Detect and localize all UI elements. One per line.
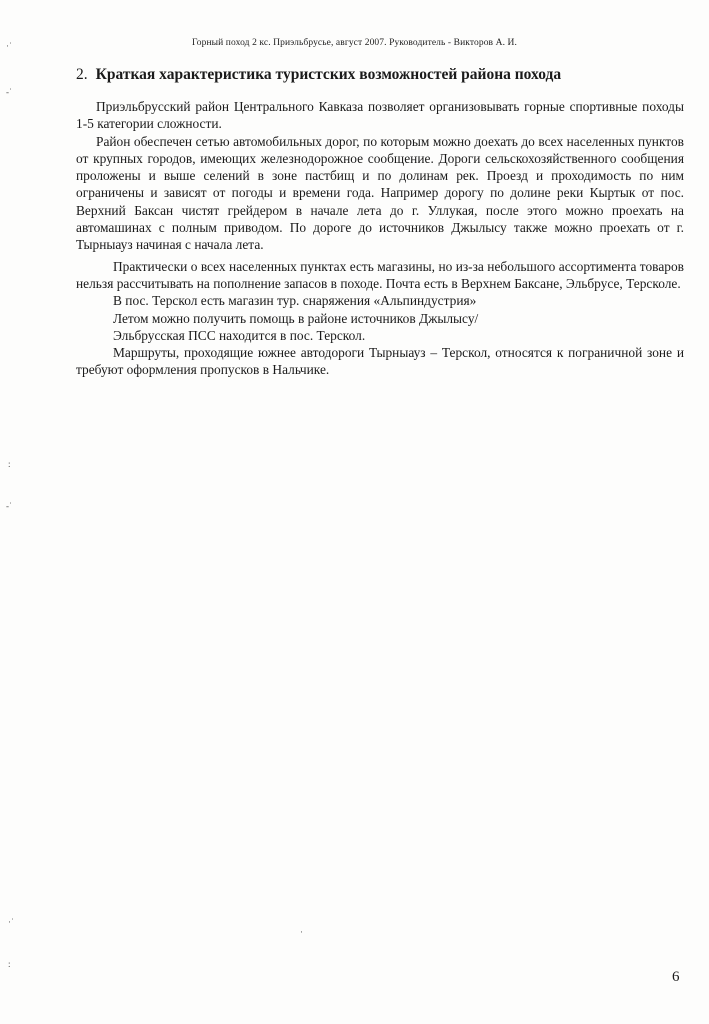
section-number: 2. [76,66,88,83]
scan-speck-mark: -˙ [6,501,12,511]
running-header: Горный поход 2 кс. Приэльбрусье, август 2007. Руководитель - Викторов А. И. [192,38,517,48]
scan-speck-mark: ·˙ [6,41,12,51]
section-heading [76,65,669,85]
scan-speck-mark: : [8,959,11,969]
paragraph-rescue: Эльбрусская ПСС находится в пос. Терскол. [113,327,366,343]
paragraph-gear-shop: В пос. Терскол есть магазин тур. снаряжения «Альпиндустрия» [113,293,477,309]
paragraph-shops: Практически о всех населенных пунктах есть магазины, но из-за небольшого ассортимента товаров нельзя рассчитывать на пополнение запасов в походе. Почта есть в Верхнем Баксане, Эльбрусе, Терсколе. [76,258,684,291]
scan-speck-mark: : [8,459,11,469]
scan-speck-mark: ·˙ [8,917,14,927]
body-text [76,98,684,379]
scan-speck-mark: · [300,927,303,937]
scan-speck-mark: -˙ [6,87,12,97]
paragraph-help: Летом можно получить помощь в районе источников Джылысу/ [113,310,479,326]
paragraph-roads: Район обеспечен сетью автомобильных дорог, по которым можно доехать до всех населенных пунктов от крупных городов, имеющих железнодорожное сообщение. Дороги сельскохозяйственного сообщения проложены и выше селений в зоне пастбищ и по долинам рек. Проезд и проходимость по ним ограничены и зависят от погоды и времени года. Например дорогу по долине реки Кыртык от пос. Верхний Баксан чистят грейдером в начале лета до г. Уллукая, после этого можно проехать на автомашинах с полным приводом. По дороге до источников Джылысу также можно проехать от г. Тырныауз начиная с начала лета. [76,133,684,253]
paragraph-border-zone: Маршруты, проходящие южнее автодороги Тырныауз – Терскол, относятся к пограничной зоне и требуют оформления пропусков в Нальчике. [76,345,684,378]
page-number: 6 [672,969,680,985]
paragraph-intro: Приэльбрусский район Центрального Кавказа позволяет организовывать горные спортивные походы 1-5 категории сложности. [76,99,684,132]
section-title: Краткая характеристика туристских возможностей района похода [95,66,562,83]
